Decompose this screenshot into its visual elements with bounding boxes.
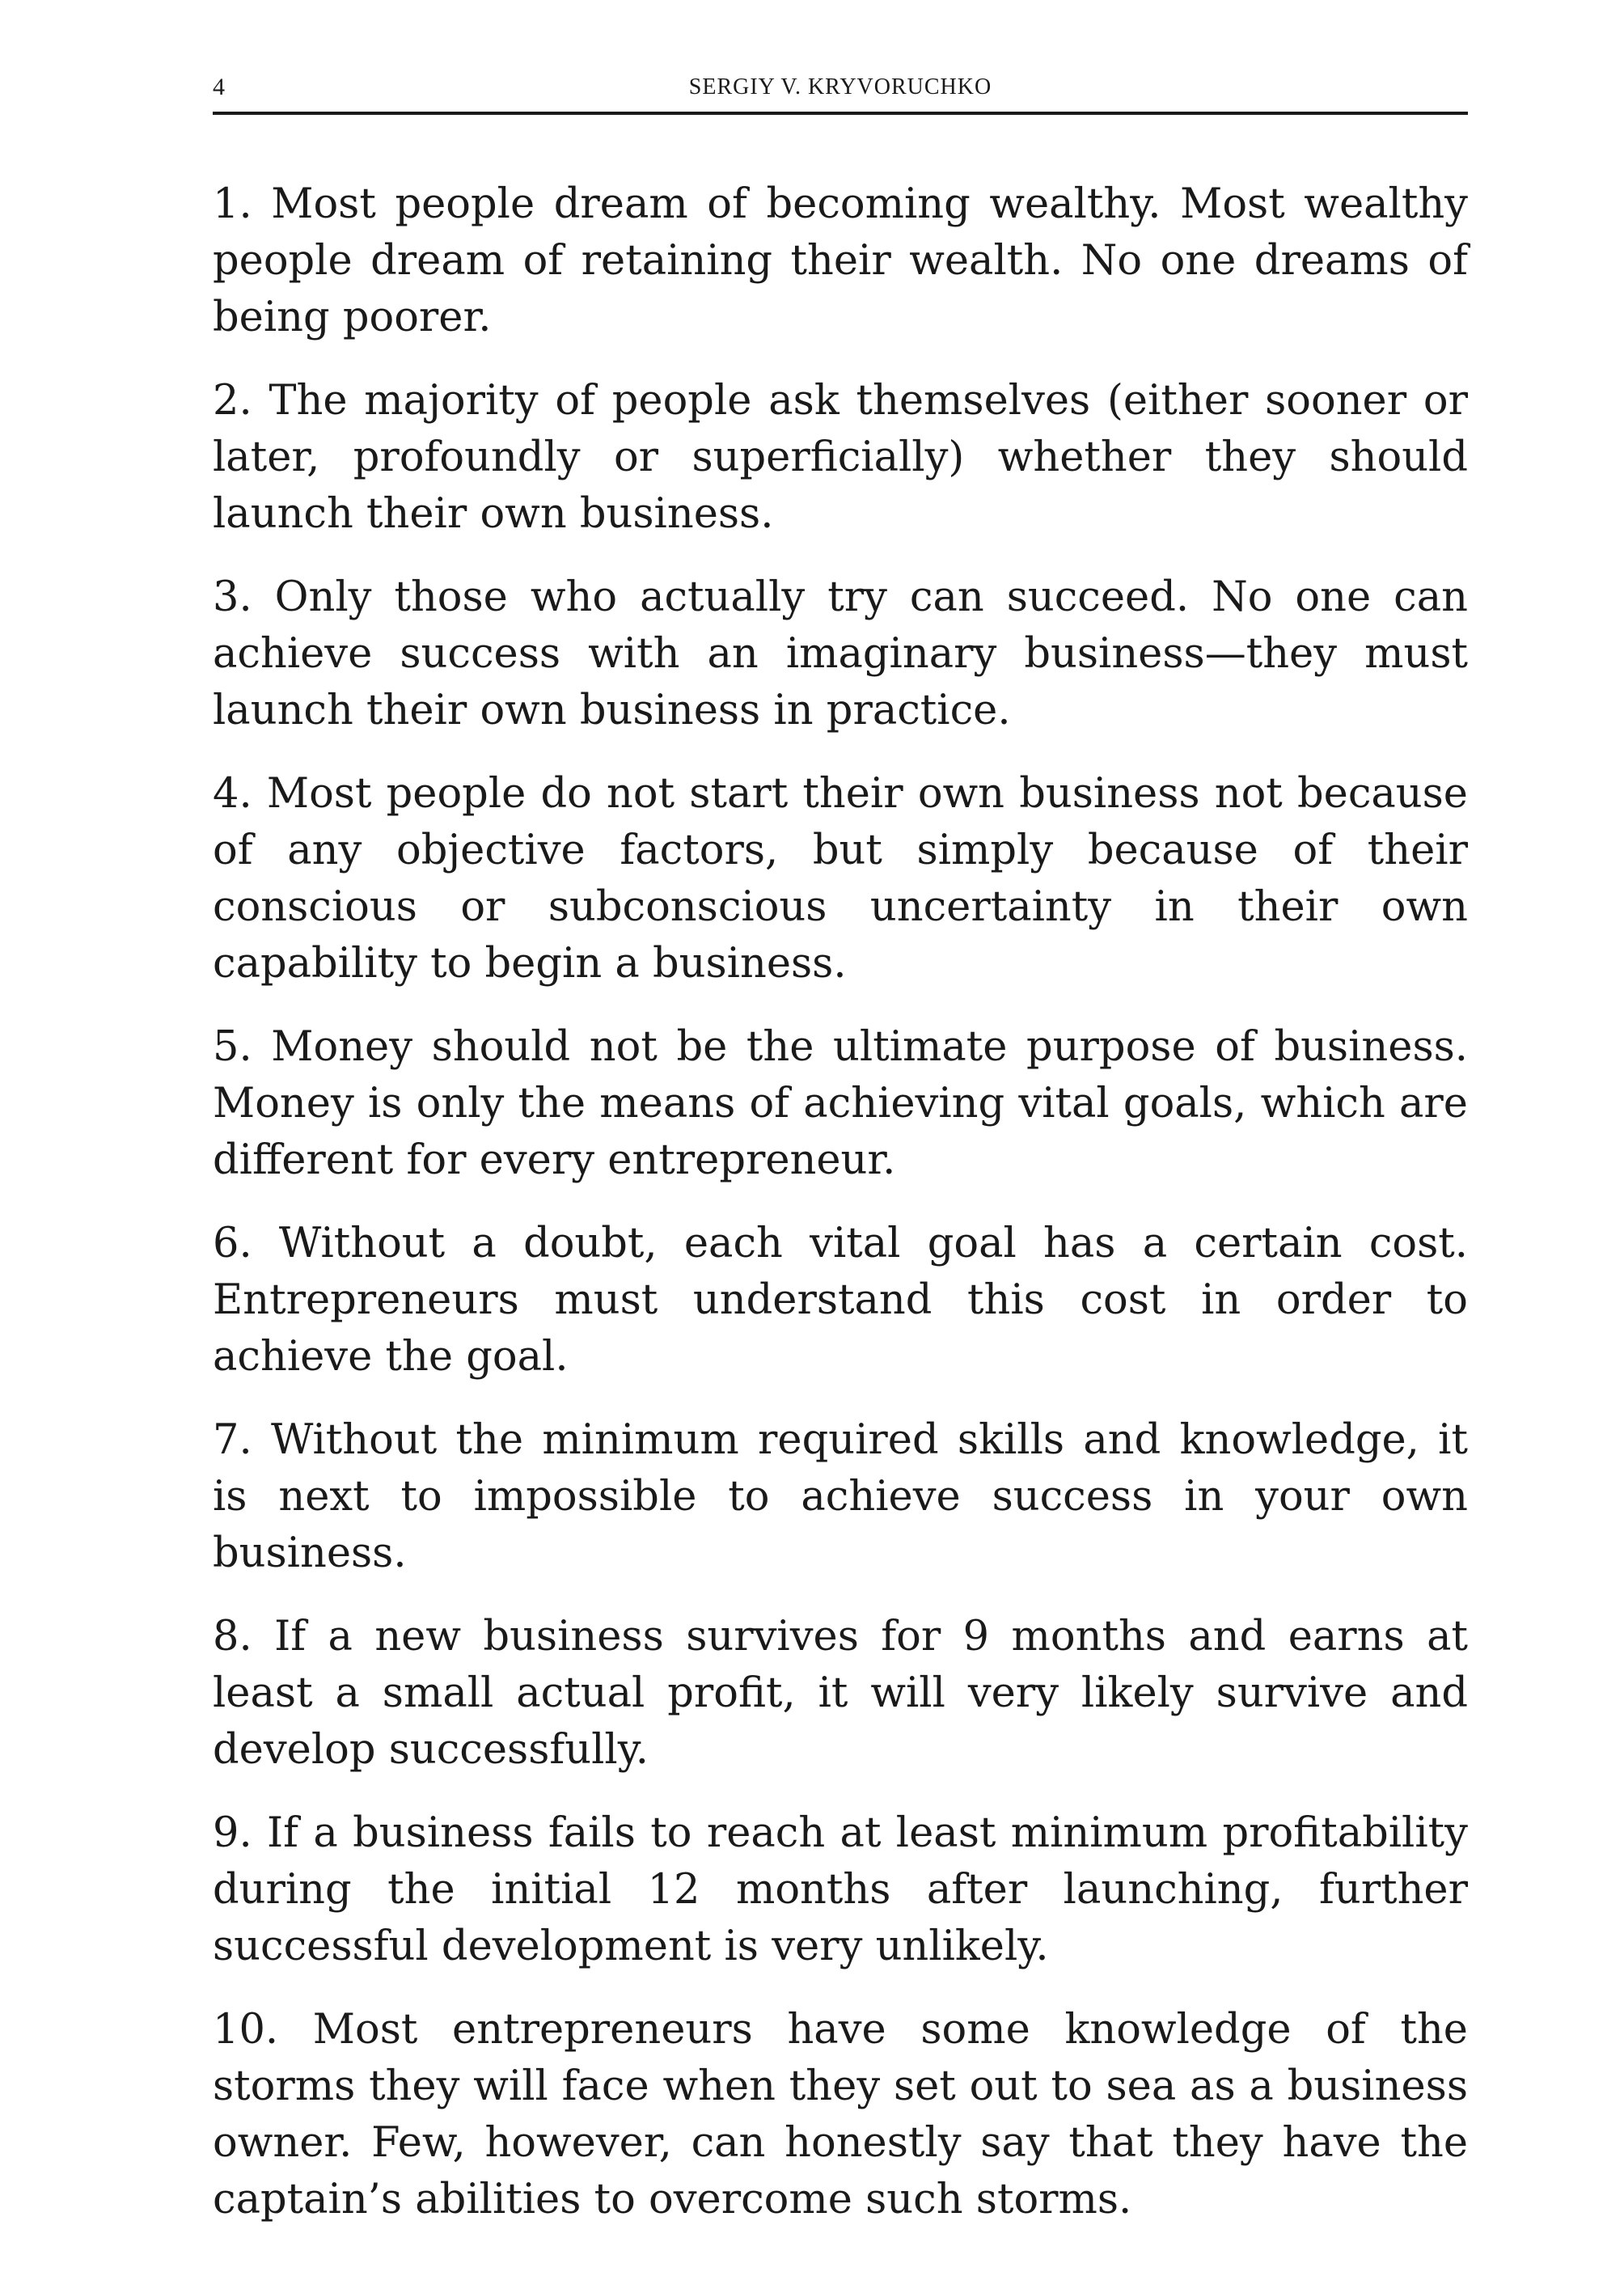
numbered-paragraph-1: 1. Most people dream of becoming wealthy. Most wealthy people dream of retaining their wealth. No one dreams of being poorer. (213, 180, 1468, 341)
numbered-paragraph-2: 2. The majority of people ask themselves (either sooner or later, profoundly or superficially) whether they should launch their own business. (213, 377, 1468, 538)
numbered-paragraph-5: 5. Money should not be the ultimate purpose of business. Money is only the means of achieving vital goals, which are different for every entrepreneur. (213, 1023, 1468, 1184)
numbered-paragraph-6: 6. Without a doubt, each vital goal has a certain cost. Entrepreneurs must understand this cost in order to achieve the goal. (213, 1220, 1468, 1381)
numbered-paragraph-3: 3. Only those who actually try can succeed. No one can achieve success with an imaginary business—they must launch their own business in practice. (213, 573, 1468, 734)
numbered-paragraph-9: 9. If a business fails to reach at least minimum profitability during the initial 12 months after launching, further successful development is very unlikely. (213, 1809, 1468, 1970)
page-body (213, 176, 1468, 2255)
numbered-paragraph-7: 7. Without the minimum required skills and knowledge, it is next to impossible to achieve success in your own business. (213, 1416, 1468, 1577)
page-number: 4 (213, 74, 225, 100)
numbered-paragraph-4: 4. Most people do not start their own business not because of any objective factors, but simply because of their conscious or subconscious uncertainty in their own capability to begin a business. (213, 770, 1468, 988)
page-header (213, 71, 1468, 115)
running-head: SERGIY V. KRYVORUCHKO (688, 74, 992, 99)
numbered-paragraph-10: 10. Most entrepreneurs have some knowledge of the storms they will face when they set out to sea as a business owner. Few, however, can honestly say that they have the captain’s abilities to overcome such storms. (213, 2006, 1468, 2223)
numbered-paragraph-8: 8. If a new business survives for 9 months and earns at least a small actual profit, it will very likely survive and develop successfully. (213, 1613, 1468, 1774)
